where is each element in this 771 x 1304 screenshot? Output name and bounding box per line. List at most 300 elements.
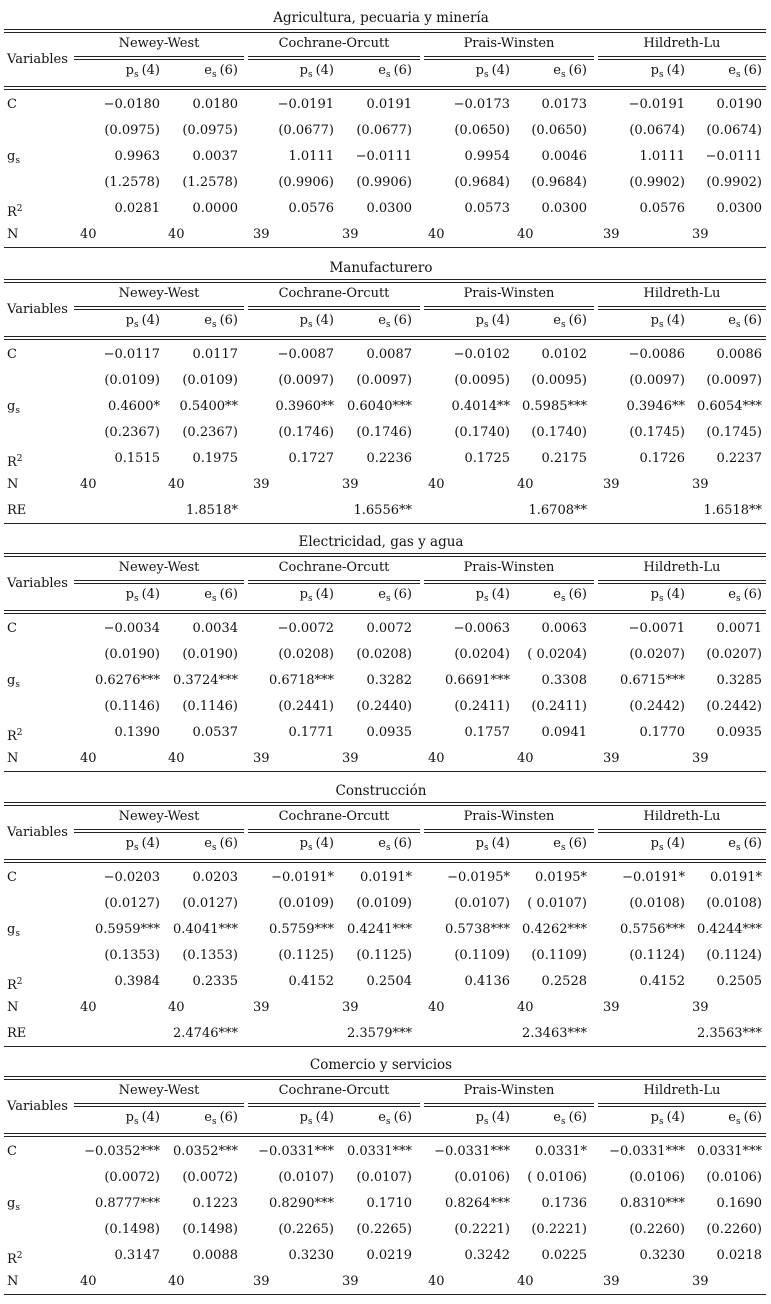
value-cell: 0.8310*** <box>620 1196 685 1211</box>
bottom-rule <box>4 1046 766 1047</box>
subheader-subscript: s <box>735 70 741 80</box>
variables-label: Variables <box>7 825 68 840</box>
method-underline <box>74 1103 244 1107</box>
subheader-letter: e <box>553 836 561 851</box>
method-header: Cochrane-Orcutt <box>278 809 390 824</box>
panel-title: Electricidad, gas y agua <box>298 534 464 550</box>
subheader-number: (4) <box>315 313 334 328</box>
value-cell: −0.0117 <box>103 347 160 362</box>
value-cell: 0.4262*** <box>522 922 587 937</box>
value-cell: (0.2221) <box>531 1222 587 1237</box>
value-cell: 0.2175 <box>541 451 587 466</box>
value-cell: 0.0086 <box>716 347 762 362</box>
value-cell: 0.3147 <box>114 1248 160 1263</box>
panel-title: Comercio y servicios <box>309 1057 453 1073</box>
variable-superscript: 2 <box>16 1251 23 1261</box>
method-underline <box>248 56 420 60</box>
value-cell: (0.9906) <box>278 175 334 190</box>
subheader-ps <box>264 313 334 333</box>
method-underline <box>598 829 766 833</box>
subheader-es <box>517 63 587 83</box>
subheader-ps <box>615 63 685 83</box>
subheader-subscript: s <box>735 843 741 853</box>
value-cell: −0.0203 <box>103 870 160 885</box>
panel-title: Agricultura, pecuaria y minería <box>273 10 489 26</box>
method-underline <box>248 1103 420 1107</box>
variable-superscript: 2 <box>16 454 23 464</box>
method-underline <box>424 306 594 310</box>
variable-superscript: 2 <box>16 977 23 987</box>
variable-label <box>7 922 20 942</box>
subheader-subscript: s <box>133 1117 139 1127</box>
value-cell: 2.4746*** <box>173 1026 238 1041</box>
subheader-number: (4) <box>491 836 510 851</box>
subheader-letter: e <box>378 587 386 602</box>
value-cell: (0.1745) <box>706 425 762 440</box>
value-cell: 0.0034 <box>192 621 238 636</box>
value-cell: 0.3242 <box>464 1248 510 1263</box>
value-cell: −0.0352*** <box>84 1144 160 1159</box>
subheader-number: (6) <box>393 587 412 602</box>
subheader-es <box>168 587 238 607</box>
value-cell: (0.9906) <box>356 175 412 190</box>
variable-name: N <box>7 1274 19 1289</box>
value-cell: 40 <box>80 751 97 766</box>
subheader-ps <box>264 1110 334 1130</box>
value-cell: 0.0935 <box>716 725 762 740</box>
subheader-letter: p <box>125 1110 134 1125</box>
value-cell: (0.0108) <box>706 896 762 911</box>
subheader-letter: p <box>125 836 134 851</box>
subheader-ps <box>264 63 334 83</box>
value-cell: (0.0107) <box>454 896 510 911</box>
subheader-es <box>692 587 762 607</box>
value-cell: 0.0173 <box>541 97 587 112</box>
value-cell: (0.0106) <box>706 1170 762 1185</box>
subheader-subscript: s <box>385 594 391 604</box>
subheader-number: (6) <box>743 63 762 78</box>
subheader-letter: e <box>728 587 736 602</box>
value-cell: 0.9963 <box>114 149 160 164</box>
value-cell: 0.0218 <box>716 1248 762 1263</box>
subheader-letter: p <box>475 313 484 328</box>
value-cell: 0.4244*** <box>697 922 762 937</box>
variable-label <box>7 201 23 221</box>
subheader-letter: e <box>728 1110 736 1125</box>
value-cell: −0.0087 <box>277 347 334 362</box>
value-cell: (0.0106) <box>629 1170 685 1185</box>
variable-name: N <box>7 751 19 766</box>
value-cell: 0.2237 <box>716 451 762 466</box>
subheader-subscript: s <box>735 1117 741 1127</box>
value-cell: 1.0111 <box>639 149 685 164</box>
value-cell: (0.1124) <box>629 948 685 963</box>
value-cell: 0.4152 <box>288 974 334 989</box>
subheader-es <box>342 63 412 83</box>
subheader-letter: e <box>378 63 386 78</box>
value-cell: ( 0.0204) <box>527 647 587 662</box>
variable-name: R <box>7 455 17 470</box>
method-header: Newey-West <box>118 286 200 301</box>
subheader-es <box>342 587 412 607</box>
subheader-subscript: s <box>385 843 391 853</box>
subheader-letter: p <box>125 313 134 328</box>
value-cell: −0.0086 <box>628 347 685 362</box>
value-cell: 0.1757 <box>464 725 510 740</box>
variables-label: Variables <box>7 1099 68 1114</box>
value-cell: 0.2236 <box>366 451 412 466</box>
value-cell: 0.9954 <box>464 149 510 164</box>
method-header: Newey-West <box>118 560 200 575</box>
value-cell: (0.1109) <box>454 948 510 963</box>
value-cell: (0.9902) <box>706 175 762 190</box>
method-header: Newey-West <box>118 1083 200 1098</box>
value-cell: (0.2411) <box>454 699 510 714</box>
value-cell: (0.1746) <box>278 425 334 440</box>
value-cell: (0.1125) <box>356 948 412 963</box>
value-cell: −0.0191* <box>622 870 685 885</box>
variable-superscript: 2 <box>16 204 23 214</box>
value-cell: (0.0650) <box>454 123 510 138</box>
value-cell: 0.5959*** <box>95 922 160 937</box>
value-cell: 39 <box>253 1000 270 1015</box>
subheader-subscript: s <box>560 320 566 330</box>
subheader-es <box>342 1110 412 1130</box>
subheader-es <box>692 1110 762 1130</box>
subheader-es <box>168 836 238 856</box>
value-cell: 39 <box>253 227 270 242</box>
method-underline <box>424 1103 594 1107</box>
value-cell: 40 <box>168 227 185 242</box>
subheader-letter: p <box>650 1110 659 1125</box>
variable-name: R <box>7 729 17 744</box>
subheader-number: (4) <box>141 587 160 602</box>
subheader-subscript: s <box>211 843 217 853</box>
value-cell: 1.0111 <box>288 149 334 164</box>
subheader-ps <box>264 587 334 607</box>
value-cell: 0.0300 <box>716 201 762 216</box>
variables-label: Variables <box>7 576 68 591</box>
value-cell: 0.0046 <box>541 149 587 164</box>
value-cell: (0.9902) <box>629 175 685 190</box>
value-cell: 40 <box>428 751 445 766</box>
value-cell: −0.0111 <box>705 149 762 164</box>
value-cell: 0.0072 <box>366 621 412 636</box>
value-cell: 40 <box>80 1274 97 1289</box>
subheader-number: (6) <box>219 587 238 602</box>
value-cell: 40 <box>517 751 534 766</box>
value-cell: −0.0111 <box>355 149 412 164</box>
subheader-number: (6) <box>568 313 587 328</box>
subheader-number: (6) <box>393 1110 412 1125</box>
value-cell: −0.0180 <box>103 97 160 112</box>
subheader-ps <box>615 1110 685 1130</box>
value-cell: (0.0650) <box>531 123 587 138</box>
subheader-letter: p <box>475 587 484 602</box>
value-cell: −0.0331*** <box>434 1144 510 1159</box>
value-cell: (0.0097) <box>629 373 685 388</box>
value-cell: 0.3308 <box>541 673 587 688</box>
value-cell: (0.0208) <box>356 647 412 662</box>
subheader-letter: e <box>204 836 212 851</box>
subheader-ps <box>90 587 160 607</box>
variable-name: g <box>7 922 16 937</box>
method-header: Prais-Winsten <box>463 809 555 824</box>
variable-label <box>7 503 26 519</box>
method-underline <box>598 580 766 584</box>
variable-subscript: s <box>15 1203 20 1213</box>
value-cell: 0.0576 <box>288 201 334 216</box>
value-cell: 40 <box>517 227 534 242</box>
value-cell: 0.5985*** <box>522 399 587 414</box>
method-header: Prais-Winsten <box>463 286 555 301</box>
value-cell: 40 <box>517 1000 534 1015</box>
double-rule <box>4 859 766 863</box>
method-underline <box>424 56 594 60</box>
subheader-subscript: s <box>735 594 741 604</box>
subheader-ps <box>440 1110 510 1130</box>
value-cell: 39 <box>342 751 359 766</box>
value-cell: 0.0300 <box>366 201 412 216</box>
value-cell: 0.5400** <box>179 399 238 414</box>
value-cell: 0.1725 <box>464 451 510 466</box>
subheader-letter: e <box>204 1110 212 1125</box>
value-cell: 0.3724*** <box>173 673 238 688</box>
subheader-number: (6) <box>393 63 412 78</box>
value-cell: 0.0935 <box>366 725 412 740</box>
value-cell: 0.0191* <box>710 870 762 885</box>
value-cell: (0.0677) <box>278 123 334 138</box>
subheader-letter: p <box>650 587 659 602</box>
value-cell: (0.0109) <box>278 896 334 911</box>
value-cell: 0.2335 <box>192 974 238 989</box>
value-cell: (0.1746) <box>356 425 412 440</box>
value-cell: (0.9684) <box>531 175 587 190</box>
value-cell: (0.2441) <box>278 699 334 714</box>
variable-name: RE <box>7 1026 27 1041</box>
subheader-ps <box>615 836 685 856</box>
subheader-subscript: s <box>658 1117 664 1127</box>
value-cell: −0.0191 <box>277 97 334 112</box>
value-cell: (0.0674) <box>629 123 685 138</box>
value-cell: 0.0573 <box>464 201 510 216</box>
value-cell: 0.0576 <box>639 201 685 216</box>
variable-name: g <box>7 149 16 164</box>
method-header: Cochrane-Orcutt <box>278 36 390 51</box>
subheader-subscript: s <box>560 70 566 80</box>
value-cell: 0.1736 <box>541 1196 587 1211</box>
subheader-number: (4) <box>315 1110 334 1125</box>
double-rule <box>4 29 766 33</box>
value-cell: 0.0071 <box>716 621 762 636</box>
value-cell: (0.1124) <box>706 948 762 963</box>
value-cell: (0.1498) <box>182 1222 238 1237</box>
double-rule <box>4 279 766 283</box>
value-cell: (0.1498) <box>104 1222 160 1237</box>
value-cell: (0.9684) <box>454 175 510 190</box>
value-cell: 0.0063 <box>541 621 587 636</box>
subheader-ps <box>615 587 685 607</box>
subheader-ps <box>440 63 510 83</box>
variable-subscript: s <box>15 929 20 939</box>
subheader-ps <box>90 1110 160 1130</box>
subheader-ps <box>264 836 334 856</box>
subheader-ps <box>90 836 160 856</box>
method-header: Prais-Winsten <box>463 1083 555 1098</box>
subheader-letter: e <box>378 1110 386 1125</box>
value-cell: 0.1390 <box>114 725 160 740</box>
value-cell: 0.6054*** <box>697 399 762 414</box>
value-cell: (0.0107) <box>356 1170 412 1185</box>
value-cell: 0.0331* <box>535 1144 587 1159</box>
subheader-letter: p <box>299 313 308 328</box>
variables-label: Variables <box>7 52 68 67</box>
value-cell: 0.8290*** <box>269 1196 334 1211</box>
value-cell: ( 0.0106) <box>527 1170 587 1185</box>
subheader-es <box>692 836 762 856</box>
subheader-subscript: s <box>133 843 139 853</box>
variable-name: g <box>7 673 16 688</box>
value-cell: 0.0190 <box>716 97 762 112</box>
subheader-number: (6) <box>568 836 587 851</box>
value-cell: (0.0095) <box>454 373 510 388</box>
value-cell: 0.1771 <box>288 725 334 740</box>
subheader-number: (6) <box>743 313 762 328</box>
value-cell: 0.0281 <box>114 201 160 216</box>
method-underline <box>74 56 244 60</box>
method-header: Newey-West <box>118 809 200 824</box>
subheader-subscript: s <box>385 1117 391 1127</box>
value-cell: −0.0331*** <box>258 1144 334 1159</box>
value-cell: (0.1740) <box>531 425 587 440</box>
value-cell: −0.0034 <box>103 621 160 636</box>
value-cell: 0.0941 <box>541 725 587 740</box>
subheader-number: (4) <box>315 587 334 602</box>
method-header: Hildreth-Lu <box>643 36 721 51</box>
subheader-subscript: s <box>483 843 489 853</box>
subheader-subscript: s <box>307 1117 313 1127</box>
method-underline <box>248 829 420 833</box>
value-cell: 1.6556** <box>353 503 412 518</box>
value-cell: (0.2260) <box>706 1222 762 1237</box>
subheader-letter: p <box>650 836 659 851</box>
variable-label <box>7 725 23 745</box>
value-cell: 39 <box>692 227 709 242</box>
variable-name: C <box>7 870 17 885</box>
bottom-rule <box>4 771 766 772</box>
subheader-letter: e <box>728 313 736 328</box>
subheader-number: (6) <box>743 836 762 851</box>
subheader-number: (4) <box>666 63 685 78</box>
value-cell: 0.4600* <box>108 399 160 414</box>
value-cell: 0.4041*** <box>173 922 238 937</box>
subheader-es <box>517 313 587 333</box>
value-cell: (0.0106) <box>454 1170 510 1185</box>
value-cell: 0.0300 <box>541 201 587 216</box>
value-cell: 0.6276*** <box>95 673 160 688</box>
variables-label: Variables <box>7 302 68 317</box>
value-cell: 0.1770 <box>639 725 685 740</box>
value-cell: 0.3282 <box>366 673 412 688</box>
double-rule <box>4 336 766 340</box>
method-header: Hildreth-Lu <box>643 1083 721 1098</box>
value-cell: (0.2442) <box>629 699 685 714</box>
value-cell: 39 <box>342 1000 359 1015</box>
subheader-letter: e <box>728 63 736 78</box>
value-cell: 0.2528 <box>541 974 587 989</box>
variable-label <box>7 870 17 886</box>
subheader-es <box>168 63 238 83</box>
value-cell: 39 <box>253 477 270 492</box>
subheader-subscript: s <box>658 594 664 604</box>
subheader-subscript: s <box>307 70 313 80</box>
subheader-number: (6) <box>568 587 587 602</box>
subheader-letter: e <box>553 63 561 78</box>
variable-subscript: s <box>15 156 20 166</box>
value-cell: 0.3960** <box>275 399 334 414</box>
value-cell: 0.0087 <box>366 347 412 362</box>
subheader-number: (4) <box>666 313 685 328</box>
subheader-subscript: s <box>211 1117 217 1127</box>
value-cell: (0.0097) <box>278 373 334 388</box>
variable-name: N <box>7 1000 19 1015</box>
subheader-subscript: s <box>483 594 489 604</box>
subheader-letter: e <box>378 836 386 851</box>
subheader-subscript: s <box>385 70 391 80</box>
subheader-number: (4) <box>315 63 334 78</box>
variable-name: R <box>7 205 17 220</box>
subheader-letter: p <box>475 1110 484 1125</box>
value-cell: 39 <box>342 477 359 492</box>
value-cell: (0.1146) <box>182 699 238 714</box>
value-cell: 40 <box>80 477 97 492</box>
value-cell: −0.0063 <box>453 621 510 636</box>
value-cell: (0.0204) <box>454 647 510 662</box>
method-header: Prais-Winsten <box>463 560 555 575</box>
value-cell: (0.0072) <box>182 1170 238 1185</box>
subheader-number: (4) <box>491 313 510 328</box>
subheader-letter: p <box>650 63 659 78</box>
method-header: Cochrane-Orcutt <box>278 560 390 575</box>
value-cell: 39 <box>253 1274 270 1289</box>
value-cell: 39 <box>342 1274 359 1289</box>
subheader-number: (6) <box>393 313 412 328</box>
value-cell: 40 <box>80 227 97 242</box>
value-cell: 0.0037 <box>192 149 238 164</box>
subheader-subscript: s <box>483 320 489 330</box>
value-cell: (0.0127) <box>182 896 238 911</box>
subheader-subscript: s <box>211 70 217 80</box>
bottom-rule <box>4 523 766 524</box>
double-rule <box>4 86 766 90</box>
value-cell: (0.0207) <box>629 647 685 662</box>
value-cell: 40 <box>428 227 445 242</box>
subheader-letter: e <box>204 313 212 328</box>
bottom-rule <box>4 247 766 248</box>
subheader-subscript: s <box>658 843 664 853</box>
panel-title: Manufacturero <box>329 260 433 276</box>
subheader-subscript: s <box>483 70 489 80</box>
subheader-number: (4) <box>141 836 160 851</box>
value-cell: (0.0975) <box>104 123 160 138</box>
value-cell: 0.0203 <box>192 870 238 885</box>
value-cell: (0.0208) <box>278 647 334 662</box>
value-cell: 0.5738*** <box>445 922 510 937</box>
subheader-subscript: s <box>735 320 741 330</box>
variable-name: g <box>7 399 16 414</box>
subheader-subscript: s <box>211 320 217 330</box>
variable-label <box>7 1144 17 1160</box>
